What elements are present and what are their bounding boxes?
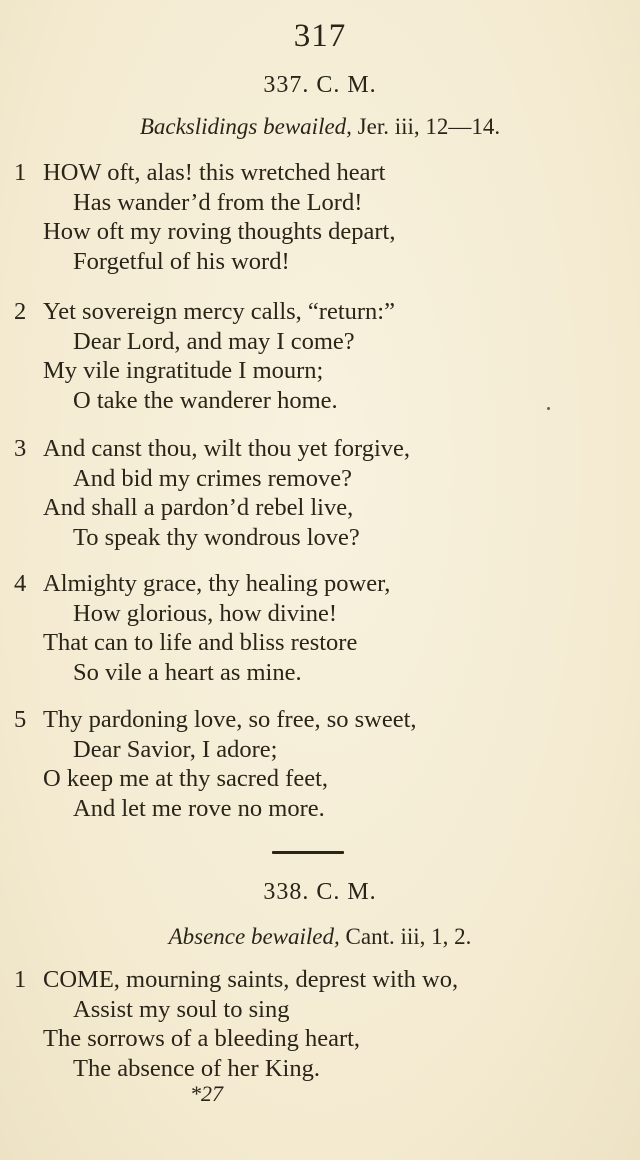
- paper-speck: [547, 407, 550, 410]
- verse-line: O take the wanderer home.: [73, 386, 338, 414]
- verse-line: And bid my crimes remove?: [73, 464, 352, 492]
- hymn-subtitle-title: Absence bewailed,: [168, 924, 340, 949]
- stanza: [14, 297, 634, 415]
- stanza: [14, 569, 634, 687]
- hymn-subtitle-title: Backslidings bewailed,: [139, 114, 352, 139]
- verse-line: How oft my roving thoughts depart,: [43, 218, 396, 245]
- stanza-number: 2: [14, 298, 27, 325]
- stanza-number: 4: [14, 570, 27, 597]
- section-divider: [272, 851, 344, 854]
- verse-line: My vile ingratitude I mourn;: [43, 357, 324, 384]
- hymn-heading: 338. C. M.: [263, 879, 377, 905]
- hymn-subtitle-reference: Cant. iii, 1, 2.: [339, 924, 472, 949]
- stanza-number: 1: [14, 159, 27, 186]
- hymn-subtitle: [0, 114, 640, 140]
- page-number: 317: [293, 18, 347, 54]
- verse-line: The sorrows of a bleeding heart,: [43, 1025, 361, 1052]
- verse-line: Has wander’d from the Lord!: [73, 188, 363, 216]
- verse-line: To speak thy wondrous love?: [73, 523, 360, 551]
- verse-line: Yet sovereign mercy calls, “return:”: [43, 298, 395, 325]
- verse-line: The absence of her King.: [73, 1054, 320, 1082]
- stanza-number: 3: [14, 435, 27, 462]
- verse-line: Dear Lord, and may I come?: [73, 327, 355, 355]
- verse-line: How glorious, how divine!: [73, 599, 338, 627]
- verse-line: O keep me at thy sacred feet,: [43, 765, 329, 792]
- verse-line: That can to life and bliss restore: [43, 629, 358, 656]
- printer-signature-mark: *27: [190, 1081, 223, 1106]
- verse-line: COME, mourning saints, deprest with wo,: [43, 966, 459, 993]
- stanza: [14, 434, 634, 552]
- hymn-subtitle: [0, 924, 640, 950]
- hymn-heading: 337. C. M.: [263, 72, 377, 98]
- verse-line: Almighty grace, thy healing power,: [43, 570, 391, 597]
- verse-line: Assist my soul to sing: [73, 995, 290, 1023]
- stanza: [14, 158, 634, 276]
- stanza-number: 5: [14, 706, 27, 733]
- stanza: [14, 705, 634, 823]
- hymn-subtitle-reference: Jer. iii, 12—14.: [351, 114, 501, 139]
- stanza: [14, 965, 634, 1083]
- verse-line: And shall a pardon’d rebel live,: [43, 494, 354, 521]
- stanza-number: 1: [14, 966, 27, 993]
- verse-line: And let me rove no more.: [73, 794, 325, 822]
- verse-line: Forgetful of his word!: [73, 247, 290, 275]
- verse-line: So vile a heart as mine.: [73, 658, 302, 686]
- verse-line: HOW oft, alas! this wretched heart: [43, 159, 386, 186]
- verse-line: And canst thou, wilt thou yet forgive,: [43, 435, 410, 462]
- verse-line: Dear Savior, I adore;: [73, 735, 278, 763]
- verse-line: Thy pardoning love, so free, so sweet,: [43, 706, 417, 733]
